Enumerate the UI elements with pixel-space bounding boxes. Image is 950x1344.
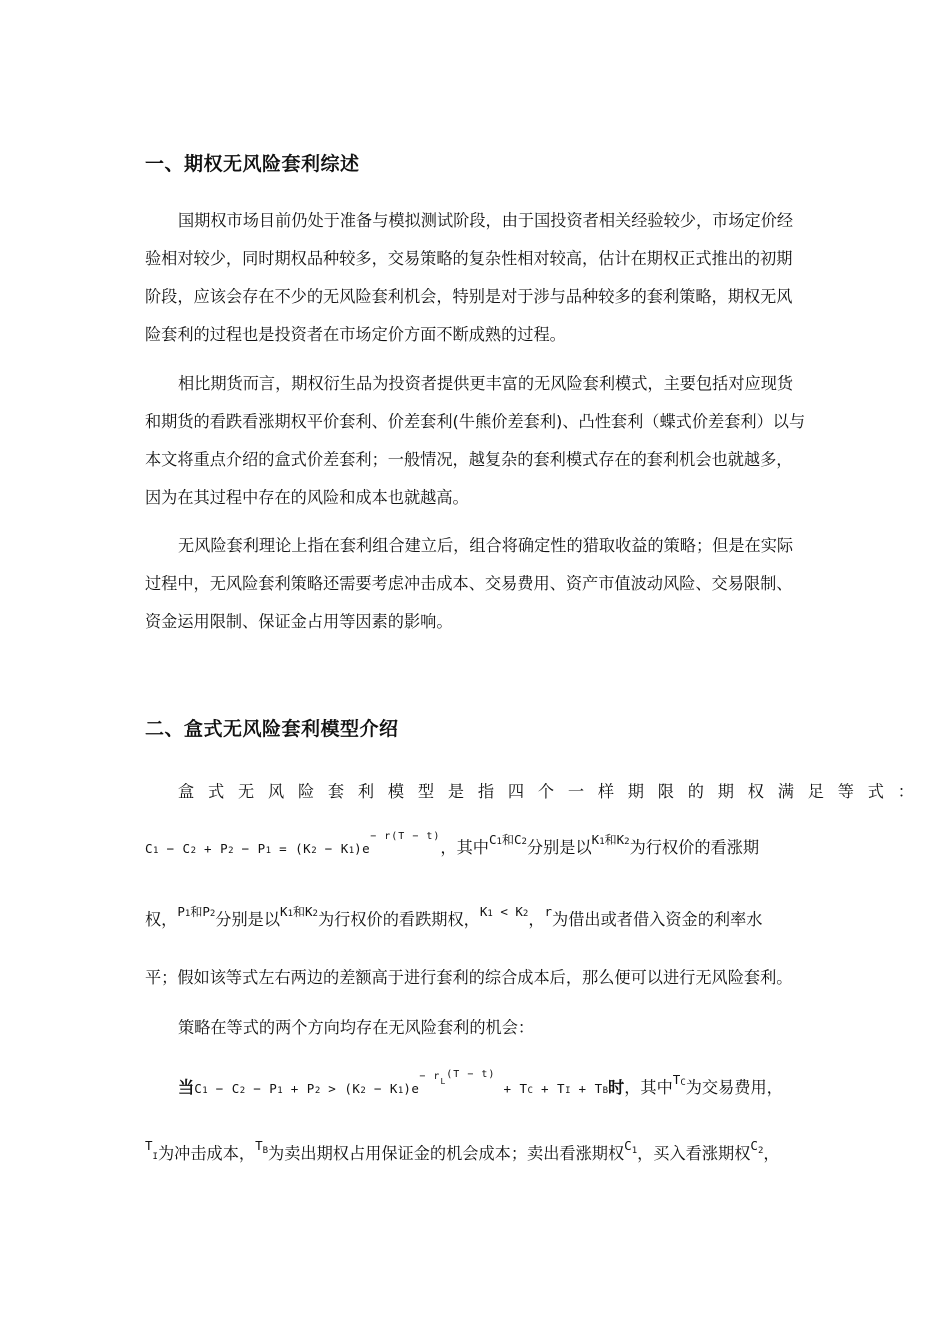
formula-sub: 2 [624, 837, 630, 847]
formula-op: > [320, 1081, 345, 1096]
text-segment: 为冲击成本， [157, 1144, 256, 1163]
formula-term: C [194, 1081, 203, 1096]
formula-line-3 [178, 1069, 818, 1098]
formula-sub: I [152, 1152, 158, 1162]
formula-and: 和 [293, 905, 306, 919]
formula-sub: 1 [277, 1086, 283, 1096]
formula-sub: 2 [757, 1146, 764, 1156]
formula-term: C [488, 832, 497, 847]
formula-term: K [280, 904, 288, 919]
formula-term: T [255, 1138, 263, 1153]
formula-sub: 2 [228, 846, 234, 856]
formula-exponent: − r(T − t) [370, 831, 441, 842]
formula-sub: 2 [239, 1086, 246, 1096]
formula-op: − [245, 1081, 270, 1096]
formula-sub: 2 [360, 1086, 366, 1096]
formula-line-2 [145, 906, 813, 930]
formula-sub: 2 [521, 837, 527, 847]
formula-op: − [207, 1081, 232, 1096]
formula-op: − [158, 841, 183, 856]
paragraph-2-text: 相比期货而言，期权衍生品为投资者提供更丰富的无风险套利模式，主要包括对应现货和期货的看跌看涨期权平价套利、价差套利(牛熊价差套利)、凸性套利（蝶式价差套利）以与本文将重点介绍的盒式价差套利；一般情况，越复杂的套利模式存在的套利机会也就越多，因为在其过程中存在的风险和成本也就越高。 [145, 374, 806, 507]
formula-sub: 1 [496, 837, 502, 847]
text-segment: ，买入看涨期权 [637, 1144, 751, 1163]
section-heading-2: 二、盒式无风险套利模型介绍 [145, 718, 399, 740]
formula-term: (K [295, 841, 312, 856]
formula-term: P [257, 841, 266, 856]
formula-term: T [145, 1138, 153, 1153]
formula-sub: 1 [599, 837, 605, 847]
formula-and: 和 [604, 833, 617, 847]
formula-term: C [513, 832, 522, 847]
formula-term: K [305, 904, 313, 919]
section-heading-1: 一、期权无风险套利综述 [145, 153, 360, 175]
formula-term: K [389, 1081, 398, 1096]
text-segment: ，其中 [624, 1078, 673, 1097]
formula-sub: 2 [190, 846, 196, 856]
formula-sub: B [262, 1146, 269, 1156]
formula-term: P [220, 841, 229, 856]
formula-exponent: (T − t) [446, 1069, 496, 1080]
formula-sub: I [565, 1086, 571, 1096]
text-segment: 为卖出期权占用保证金的机会成本；卖出看涨期权 [268, 1144, 625, 1163]
text-segment: 当 [178, 1078, 195, 1097]
formula-sub: 2 [314, 1086, 321, 1096]
formula-term: C [231, 1081, 240, 1096]
formula-term: P [306, 1081, 315, 1096]
formula-exponent-sub: L [440, 1077, 447, 1086]
formula-and: 和 [190, 905, 203, 919]
formula-op: − [233, 841, 258, 856]
paragraph-2 [145, 365, 807, 517]
text-segment: 分别是以 [526, 838, 592, 857]
strategy-line: 策略在等式的两个方向均存在无风险套利的机会： [178, 1018, 535, 1037]
model-intro-line: 盒式无风险套利模型是指四个一样期限的期权满足等式： [178, 782, 928, 801]
formula-sub: 1 [265, 846, 272, 856]
formula-op: + T [495, 1081, 528, 1096]
formula-term: )e [403, 1081, 420, 1096]
formula-term: (K [344, 1081, 361, 1096]
formula-term: K [616, 832, 625, 847]
formula-op: + [282, 1081, 307, 1096]
formula-sub: C [527, 1086, 533, 1096]
formula-term: C [182, 841, 191, 856]
text-segment: 为行权价的看涨期 [629, 838, 760, 857]
formula-term: P [177, 904, 185, 919]
formula-op: − [316, 841, 341, 856]
formula-sub: B [602, 1086, 609, 1096]
formula-term: P [202, 904, 210, 919]
formula-sub: 2 [312, 909, 318, 919]
formula-sub: 1 [287, 909, 293, 919]
text-segment: 为交易费用， [685, 1078, 783, 1097]
formula-line-4 [145, 1140, 813, 1164]
formula-op: = [271, 841, 296, 856]
formula-exponent: − r [419, 1071, 441, 1082]
paragraph-3-text: 无风险套利理论上指在套利组合建立后，组合将确定性的猎取收益的策略；但是在实际过程中，无风险套利策略还需要考虑冲击成本、交易费用、资产市值波动风险、交易限制、资金运用限制、保证金占用等因素的影响。 [145, 536, 794, 631]
formula-sub: 1 [153, 846, 159, 856]
text-segment: ，其中 [440, 838, 489, 857]
formula-term: C [145, 841, 154, 856]
formula-sub: 1 [397, 1086, 404, 1096]
text-segment: 权， [145, 910, 178, 929]
formula-sub: 1 [487, 909, 493, 919]
formula-sub: 1 [631, 1146, 638, 1156]
formula-term: K [479, 904, 488, 919]
formula-term: C [750, 1138, 758, 1153]
formula-term: T [672, 1072, 681, 1087]
formula-op: − [365, 1081, 390, 1096]
paragraph-1-text: 国期权市场目前仍处于准备与模拟测试阶段，由于国投资者相关经验较少，市场定价经验相对较少，同时期权品种较多，交易策略的复杂性相对较高，估计在期权正式推出的初期阶段，应该会存在不少的无风险套利机会，特别是对于涉与品种较多的套利策略，期权无风险套利的过程也是投资者在市场定价方面不断成熟的过程。 [145, 211, 794, 344]
formula-term: K [515, 904, 523, 919]
formula-sub: 1 [348, 846, 355, 856]
formula-term: )e [354, 841, 371, 856]
paragraph-1 [145, 202, 807, 354]
text-segment: 为借出或者借入资金的利率水 [552, 910, 763, 929]
text-segment: ， [763, 1144, 780, 1163]
formula-sub: 2 [209, 909, 216, 919]
formula-line-1 [145, 831, 813, 858]
formula-op: + T [532, 1081, 566, 1096]
formula-sub: 2 [522, 909, 529, 919]
formula-term: r [544, 904, 553, 919]
formula-sub: 2 [311, 846, 317, 856]
text-segment: 时 [608, 1078, 625, 1097]
formula-sub: 1 [202, 1086, 208, 1096]
formula-op: + [195, 841, 221, 856]
formula-sub: 1 [184, 909, 191, 919]
formula-term: K [340, 841, 349, 856]
formula-sub: C [680, 1078, 686, 1088]
formula-term: P [269, 1081, 278, 1096]
formula-op: + T [570, 1081, 603, 1096]
formula-and: 和 [501, 833, 514, 847]
text-segment: 为行权价的看跌期权， [317, 910, 480, 929]
conclusion-line: 平；假如该等式左右两边的差额高于进行套利的综合成本后，那么便可以进行无风险套利。 [145, 968, 793, 987]
text-segment: 分别是以 [215, 910, 281, 929]
formula-term: K [591, 832, 600, 847]
formula-op: < [492, 904, 516, 919]
formula-term: C [624, 1138, 632, 1153]
paragraph-3 [145, 527, 807, 641]
text-segment: ， [528, 910, 545, 929]
